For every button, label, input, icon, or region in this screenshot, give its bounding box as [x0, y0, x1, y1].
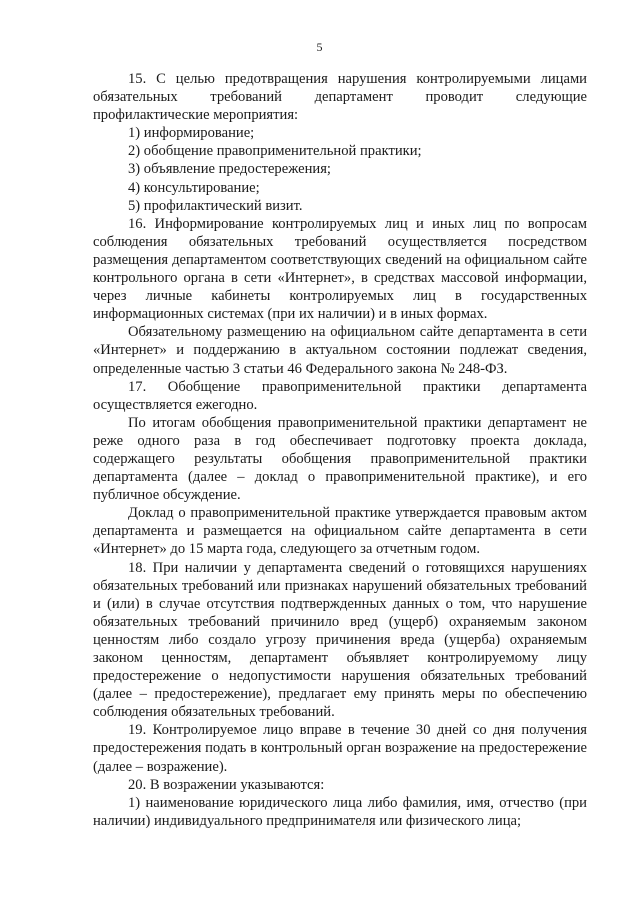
document-body — [93, 70, 587, 830]
list-item: 5) профилактический визит. — [128, 197, 303, 214]
paragraph-17: 17. Обобщение правоприменительной практики департамента осуществляется ежегодно. — [93, 378, 587, 413]
page-number: 5 — [316, 40, 323, 54]
paragraph-15: 15. С целью предотвращения нарушения контролируемыми лицами обязательных требований департамент проводит следующие профилактические мероприятия: — [93, 71, 587, 124]
list-item: 3) объявление предостережения; — [128, 161, 331, 178]
paragraph-16: 16. Информирование контролируемых лиц и иных лиц по вопросам соблюдения обязательных требований осуществляется посредством размещения департаментом соответствующих сведений на официальном сайте контрольного органа в сети «Интернет», в средствах массовой информации, через личные кабинеты контролируемых лиц в государственных информационных системах (при их наличии) и в иных формах. — [93, 215, 587, 323]
list-item: 1) информирование; — [128, 125, 255, 142]
paragraph-17-c: Доклад о правоприменительной практике утверждается правовым актом департамента и размещается на официальном сайте департамента в сети «Интернет» до 15 марта года, следующего за отчетным годом. — [93, 505, 587, 558]
paragraph-17-b: По итогам обобщения правоприменительной практики департамент не реже одного раза в год обеспечивает подготовку проекта доклада, содержащего результаты обобщения правоприменительной практики департамента (далее – доклад о правоприменительной практике), и его публичное обсуждение. — [93, 414, 587, 504]
list-item: 4) консультирование; — [128, 179, 260, 196]
paragraph-16-b: Обязательному размещению на официальном сайте департамента в сети «Интернет» и поддержанию в актуальном состоянии подлежат сведения, определенные частью 3 статьи 46 Федерального закона № 248-ФЗ. — [93, 324, 587, 377]
paragraph-19: 19. Контролируемое лицо вправе в течение 30 дней со дня получения предостережения подать в контрольный орган возражение на предостережение (далее – возражение). — [93, 722, 587, 775]
list-item: 2) обобщение правоприменительной практики; — [128, 143, 422, 160]
paragraph-20: 20. В возражении указываются: — [128, 776, 325, 793]
paragraph-18: 18. При наличии у департамента сведений о готовящихся нарушениях обязательных требований или признаках нарушений обязательных требований и (или) в случае отсутствия подтвержденных данных о том, что нарушение обязательных требований причинило вред (ущерб) охраняемым законом ценностям либо создало угрозу причинения вреда (ущерба) охраняемым законом ценностям, департамент объявляет контролируемому лицу предостережение о недопустимости нарушения обязательных требований (далее – предостережение), предлагает ему принять меры по обеспечению соблюдения обязательных требований. — [93, 559, 587, 721]
paragraph-20-item-1: 1) наименование юридического лица либо фамилия, имя, отчество (при наличии) индивидуального предпринимателя или физического лица; — [93, 794, 587, 829]
